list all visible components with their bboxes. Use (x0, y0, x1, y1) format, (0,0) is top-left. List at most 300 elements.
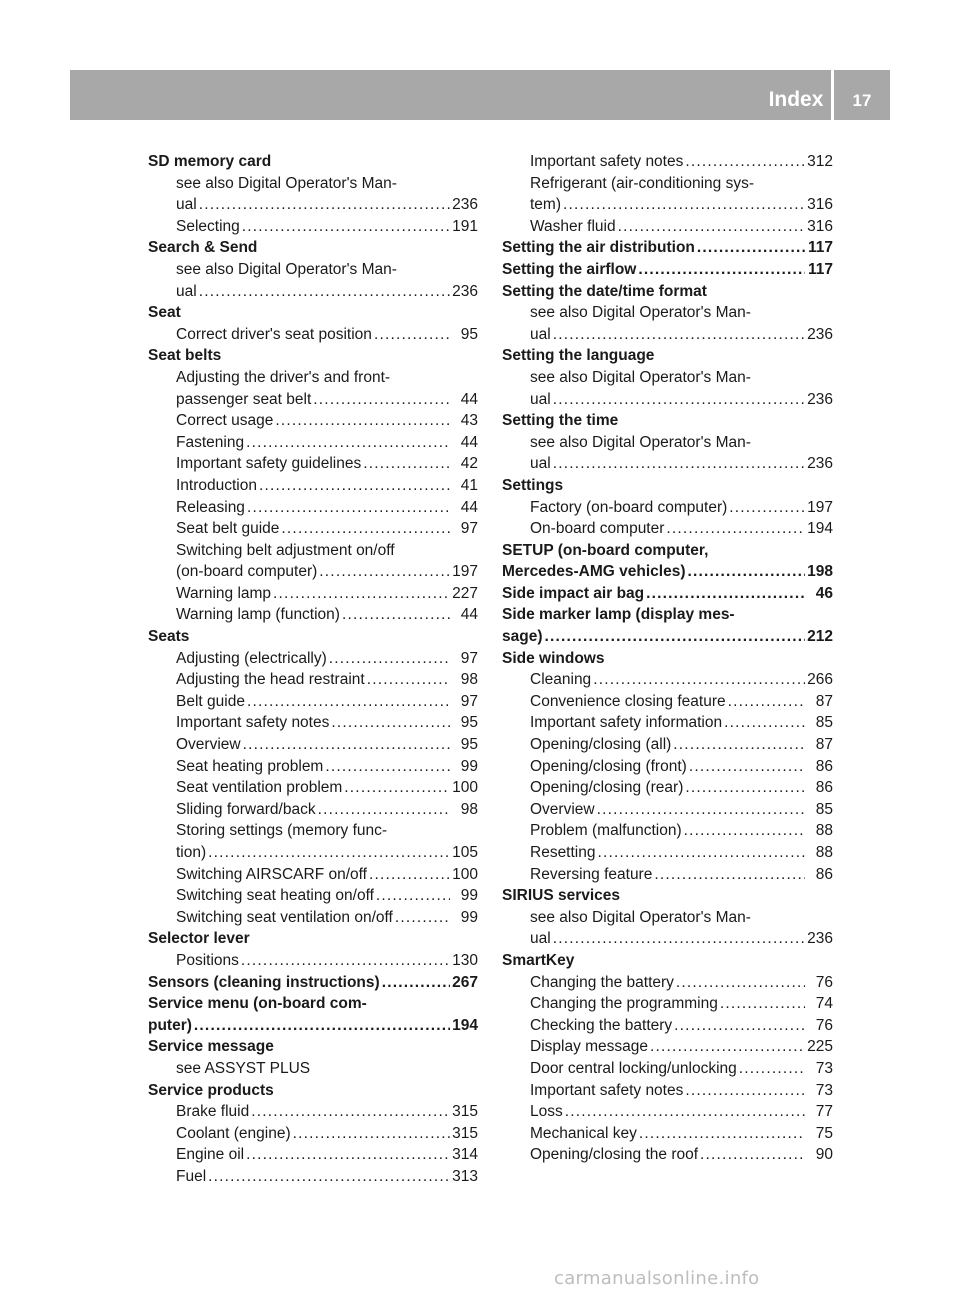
dot-leader (685, 1080, 805, 1102)
page-ref: 86 (815, 865, 833, 883)
page-number: 17 (852, 91, 872, 110)
dot-leader (275, 410, 450, 432)
index-heading (502, 540, 833, 562)
entry-text: Search & Send (148, 239, 258, 257)
entry-text: ual (176, 196, 197, 214)
page-ref: 75 (815, 1124, 833, 1142)
index-entry (148, 885, 478, 907)
index-entry (148, 799, 478, 821)
index-entry (148, 604, 478, 626)
index-heading (502, 885, 833, 907)
index-entry (502, 194, 833, 216)
index-heading (148, 345, 478, 367)
dot-leader (666, 518, 805, 540)
entry-text: Convenience closing feature (530, 692, 726, 710)
index-heading (502, 950, 833, 972)
dot-leader (281, 518, 450, 540)
dot-leader (199, 281, 450, 303)
entry-text: Seat belts (148, 347, 222, 365)
entry-text: Sliding forward/back (176, 800, 316, 818)
watermark: carmanualsonline.info (554, 1268, 760, 1289)
dot-leader (342, 604, 450, 626)
dot-leader (251, 1101, 450, 1123)
entry-text: Mechanical key (530, 1124, 637, 1142)
entry-text: Setting the airflow (502, 260, 637, 278)
page-ref: 77 (815, 1103, 833, 1121)
entry-text: Switching belt adjustment on/off (176, 541, 395, 559)
index-entry (148, 777, 478, 799)
dot-leader (273, 583, 450, 605)
entry-text: Resetting (530, 844, 596, 861)
index-entry (148, 389, 478, 411)
index-heading (502, 410, 833, 432)
entry-text: ual (530, 390, 551, 408)
index-entry (148, 1058, 478, 1080)
page-ref: 88 (815, 844, 833, 861)
index-entry (148, 194, 478, 216)
dot-leader (313, 389, 450, 411)
entry-text: Loss (530, 1103, 563, 1121)
index-entry (502, 151, 833, 173)
entry-text: Adjusting (electrically) (176, 649, 327, 667)
entry-text: Opening/closing the roof (530, 1146, 699, 1164)
page-ref: 315 (452, 1124, 478, 1142)
entry-text: Service products (148, 1081, 274, 1099)
entry-text: Switching AIRSCARF on/off (176, 865, 367, 883)
index-entry (502, 1144, 833, 1166)
dot-leader (319, 561, 450, 583)
dot-leader (563, 194, 805, 216)
dot-leader (363, 453, 450, 475)
entry-text: Setting the air distribution (502, 239, 695, 257)
entry-text: Belt guide (176, 692, 245, 710)
page-ref: 98 (460, 800, 478, 818)
dot-leader (545, 626, 806, 648)
entry-text: see also Digital Operator's Man- (176, 260, 397, 278)
page-ref: 87 (815, 736, 833, 754)
entry-text: Setting the language (502, 347, 655, 365)
index-entry (148, 583, 478, 605)
entry-text: Overview (530, 800, 595, 818)
dot-leader (700, 1144, 805, 1166)
page-ref: 100 (452, 865, 478, 883)
dot-leader (689, 756, 805, 778)
entry-text: Service menu (on-board com- (148, 995, 367, 1013)
page-ref: 97 (460, 520, 478, 538)
entry-text: Seat ventilation problem (176, 779, 343, 797)
dot-leader (597, 842, 805, 864)
entry-text: Cleaning (530, 671, 592, 689)
index-entry (148, 453, 478, 475)
entry-text: Selector lever (148, 930, 250, 948)
page-ref: 97 (460, 649, 478, 667)
index-column-left (148, 151, 478, 1188)
dot-leader (553, 389, 805, 411)
page-ref: 76 (815, 973, 833, 991)
page-ref: 44 (460, 498, 478, 516)
page-ref: 42 (460, 455, 478, 473)
dot-leader (685, 777, 805, 799)
index-heading (502, 648, 833, 670)
entry-text: Side marker lamp (display mes- (502, 606, 735, 624)
index-entry (148, 432, 478, 454)
index-entry (502, 302, 833, 324)
entry-text: Overview (176, 736, 241, 754)
dot-leader (247, 497, 450, 519)
dot-leader (318, 799, 450, 821)
page-ref: 191 (452, 217, 478, 235)
entry-text: Introduction (176, 476, 257, 494)
page-ref: 73 (815, 1059, 833, 1077)
dot-leader (374, 324, 450, 346)
page-ref: 43 (460, 412, 478, 430)
entry-text: On-board computer (530, 520, 665, 538)
dot-leader (246, 432, 450, 454)
dot-leader (331, 712, 450, 734)
entry-text: Changing the battery (530, 973, 674, 991)
dot-leader (724, 712, 805, 734)
entry-text: SIRIUS services (502, 887, 621, 905)
entry-text: see also Digital Operator's Man- (176, 174, 397, 192)
index-entry (502, 1123, 833, 1145)
entry-text: Switching seat heating on/off (176, 887, 374, 905)
entry-text: SETUP (on-board computer, (502, 541, 709, 559)
index-entry (502, 734, 833, 756)
dot-leader (565, 1101, 805, 1123)
dot-leader (729, 497, 805, 519)
section-title: Index (768, 88, 824, 111)
index-entry (148, 712, 478, 734)
page-ref: 236 (807, 930, 833, 948)
page-ref: 88 (815, 822, 833, 840)
entry-text: Important safety notes (530, 1081, 684, 1099)
index-entry (148, 1144, 478, 1166)
page-ref: 86 (815, 779, 833, 797)
index-entry (148, 648, 478, 670)
dot-leader (329, 648, 450, 670)
entry-text: Problem (malfunction) (530, 822, 682, 840)
page-ref: 198 (807, 563, 833, 581)
index-entry (502, 928, 833, 950)
index-entry (502, 756, 833, 778)
entry-text: Releasing (176, 498, 245, 516)
entry-text: Positions (176, 951, 239, 969)
index-entry (148, 173, 478, 195)
dot-leader (243, 734, 450, 756)
dot-leader (344, 777, 450, 799)
entry-text: see also Digital Operator's Man- (530, 368, 751, 386)
page-ref: 117 (807, 239, 833, 257)
page-ref: 95 (460, 325, 478, 343)
entry-text: Display message (530, 1038, 649, 1056)
page-ref: 197 (452, 563, 478, 581)
entry-text: Important safety information (530, 714, 723, 732)
dot-leader (646, 583, 805, 605)
page-ref: 86 (815, 757, 833, 775)
entry-text: Switching seat ventilation on/off (176, 908, 393, 926)
page-ref: 236 (807, 390, 833, 408)
page-ref: 41 (460, 476, 478, 494)
index-entry (502, 972, 833, 994)
index-entry (502, 1101, 833, 1123)
dot-leader (208, 842, 450, 864)
entry-text: Factory (on-board computer) (530, 498, 728, 516)
entry-text: Seat belt guide (176, 520, 280, 538)
index-entry (148, 324, 478, 346)
entry-text: (on-board computer) (176, 563, 318, 581)
index-heading (502, 475, 833, 497)
entry-text: Coolant (engine) (176, 1124, 291, 1142)
entry-text: ual (530, 930, 551, 948)
entry-text: tion) (176, 844, 207, 861)
entry-text: Engine oil (176, 1146, 245, 1164)
page-ref: 313 (452, 1167, 478, 1185)
index-entry (502, 993, 833, 1015)
index-entry (148, 540, 478, 562)
entry-text: Fastening (176, 433, 245, 451)
dot-leader (194, 1015, 450, 1037)
entry-text: Opening/closing (front) (530, 757, 687, 775)
dot-leader (618, 216, 805, 238)
dot-leader (593, 669, 805, 691)
index-entry (502, 691, 833, 713)
page-ref: 100 (452, 779, 478, 797)
index-entry (148, 842, 478, 864)
index-entry (502, 324, 833, 346)
dot-leader (208, 1166, 450, 1188)
entry-text: Door central locking/unlocking (530, 1059, 737, 1077)
dot-leader (325, 756, 450, 778)
index-entry (502, 864, 833, 886)
page-ref: 267 (452, 973, 478, 991)
entry-text: Service message (148, 1038, 274, 1056)
index-column-right (502, 151, 833, 1166)
entry-text: ual (530, 325, 551, 343)
index-heading (502, 626, 833, 648)
dot-leader (684, 820, 805, 842)
page-ref: 236 (807, 455, 833, 473)
index-heading (148, 302, 478, 324)
page-ref: 312 (807, 153, 833, 170)
entry-text: Opening/closing (all) (530, 736, 672, 754)
index-entry (148, 820, 478, 842)
entry-text: Setting the date/time format (502, 282, 707, 300)
index-heading (148, 972, 478, 994)
page-ref: 314 (452, 1146, 478, 1164)
index-entry (502, 907, 833, 929)
dot-leader (739, 1058, 805, 1080)
page-ref: 85 (815, 714, 833, 732)
index-heading (502, 259, 833, 281)
index-heading (148, 237, 478, 259)
page-ref: 99 (460, 908, 478, 926)
index-entry (502, 389, 833, 411)
entry-text: passenger seat belt (176, 390, 312, 408)
page-ref: 316 (807, 196, 833, 214)
entry-text: Seat (148, 304, 181, 322)
entry-text: ual (176, 282, 197, 300)
entry-text: see also Digital Operator's Man- (530, 908, 751, 926)
entry-text: see also Digital Operator's Man- (530, 304, 751, 322)
page-ref: 99 (460, 887, 478, 905)
entry-text: Correct driver's seat position (176, 325, 372, 343)
page-ref: 117 (807, 260, 833, 278)
dot-leader (367, 669, 450, 691)
page-ref: 315 (452, 1103, 478, 1121)
entry-text: Settings (502, 476, 564, 494)
entry-text: Setting the time (502, 412, 619, 430)
index-entry (502, 1036, 833, 1058)
page-ref: 76 (815, 1016, 833, 1034)
entry-text: Side impact air bag (502, 584, 645, 602)
entry-text: tem) (530, 196, 561, 214)
index-entry (148, 1166, 478, 1188)
entry-text: Side windows (502, 649, 605, 667)
entry-text: Mercedes-AMG vehicles) (502, 563, 686, 581)
entry-text: Fuel (176, 1167, 207, 1185)
index-heading (148, 1036, 478, 1058)
dot-leader (597, 799, 805, 821)
dot-leader (639, 1123, 805, 1145)
page-ref: 98 (460, 671, 478, 689)
entry-text: see also Digital Operator's Man- (530, 433, 751, 451)
entry-text: see ASSYST PLUS (176, 1059, 311, 1077)
page-ref: 236 (452, 282, 478, 300)
dot-leader (553, 928, 805, 950)
index-entry (502, 518, 833, 540)
entry-text: SmartKey (502, 951, 575, 969)
index-heading (502, 604, 833, 626)
index-entry (148, 518, 478, 540)
dot-leader (199, 194, 450, 216)
entry-text: SD memory card (148, 153, 272, 170)
index-entry (502, 820, 833, 842)
index-entry (148, 756, 478, 778)
page-ref: 87 (815, 692, 833, 710)
index-entry (148, 410, 478, 432)
page-ref: 44 (460, 433, 478, 451)
page-ref: 73 (815, 1081, 833, 1099)
dot-leader (246, 1144, 450, 1166)
page-ref: 85 (815, 800, 833, 818)
index-heading (148, 1080, 478, 1102)
entry-text: Correct usage (176, 412, 274, 430)
dot-leader (688, 561, 806, 583)
entry-text: Seat heating problem (176, 757, 324, 775)
entry-text: Brake fluid (176, 1103, 250, 1121)
page-ref: 227 (452, 584, 478, 602)
index-entry (148, 1123, 478, 1145)
dot-leader (638, 259, 805, 281)
entry-text: Opening/closing (rear) (530, 779, 684, 797)
entry-text: Important safety notes (530, 153, 684, 170)
dot-leader (553, 324, 805, 346)
index-heading (502, 237, 833, 259)
dot-leader (369, 864, 450, 886)
index-heading (148, 928, 478, 950)
page-ref: 74 (815, 995, 833, 1013)
dot-leader (720, 993, 805, 1015)
index-entry (502, 1015, 833, 1037)
page-ref: 225 (807, 1038, 833, 1056)
index-entry (148, 367, 478, 389)
index-entry (148, 734, 478, 756)
index-heading (148, 626, 478, 648)
index-entry (148, 561, 478, 583)
index-entry (502, 842, 833, 864)
index-heading (502, 345, 833, 367)
page-ref: 90 (815, 1146, 833, 1164)
index-entry (502, 453, 833, 475)
index-entry (502, 497, 833, 519)
dot-leader (673, 734, 805, 756)
page-ref: 194 (452, 1016, 478, 1034)
dot-leader (697, 237, 805, 259)
index-entry (148, 281, 478, 303)
dot-leader (395, 907, 450, 929)
dot-leader (685, 151, 805, 173)
page-ref: 95 (460, 714, 478, 732)
entry-text: puter) (148, 1016, 192, 1034)
dot-leader (674, 1015, 805, 1037)
page-ref: 46 (815, 584, 833, 602)
entry-text: Sensors (cleaning instructions) (148, 973, 380, 991)
page-ref: 97 (460, 692, 478, 710)
index-heading (502, 583, 833, 605)
index-heading (502, 561, 833, 583)
page-ref: 194 (807, 520, 833, 538)
index-entry (148, 497, 478, 519)
index-entry (502, 173, 833, 195)
dot-leader (728, 691, 805, 713)
index-entry (148, 216, 478, 238)
page-ref: 95 (460, 736, 478, 754)
dot-leader (382, 972, 450, 994)
dot-leader (241, 950, 450, 972)
dot-leader (293, 1123, 450, 1145)
index-entry (502, 367, 833, 389)
page-ref: 105 (452, 844, 478, 861)
index-entry (502, 669, 833, 691)
dot-leader (259, 475, 450, 497)
index-entry (148, 259, 478, 281)
page-ref: 130 (452, 951, 478, 969)
index-heading (148, 151, 478, 173)
entry-text: Seats (148, 628, 190, 646)
dot-leader (650, 1036, 805, 1058)
index-entry (502, 1058, 833, 1080)
entry-text: Selecting (176, 217, 240, 235)
dot-leader (247, 691, 450, 713)
index-entry (502, 432, 833, 454)
entry-text: Adjusting the head restraint (176, 671, 365, 689)
index-entry (148, 1101, 478, 1123)
page-ref: 236 (807, 325, 833, 343)
dot-leader (676, 972, 805, 994)
entry-text: ual (530, 455, 551, 473)
dot-leader (376, 885, 450, 907)
index-entry (148, 691, 478, 713)
page-ref: 236 (452, 196, 478, 214)
index-entry (148, 907, 478, 929)
index-entry (148, 669, 478, 691)
page-ref: 266 (807, 671, 833, 689)
entry-text: Adjusting the driver's and front- (176, 368, 391, 386)
page-ref: 44 (460, 606, 478, 624)
index-heading (148, 1015, 478, 1037)
entry-text: Checking the battery (530, 1016, 673, 1034)
entry-text: Warning lamp (function) (176, 606, 340, 624)
